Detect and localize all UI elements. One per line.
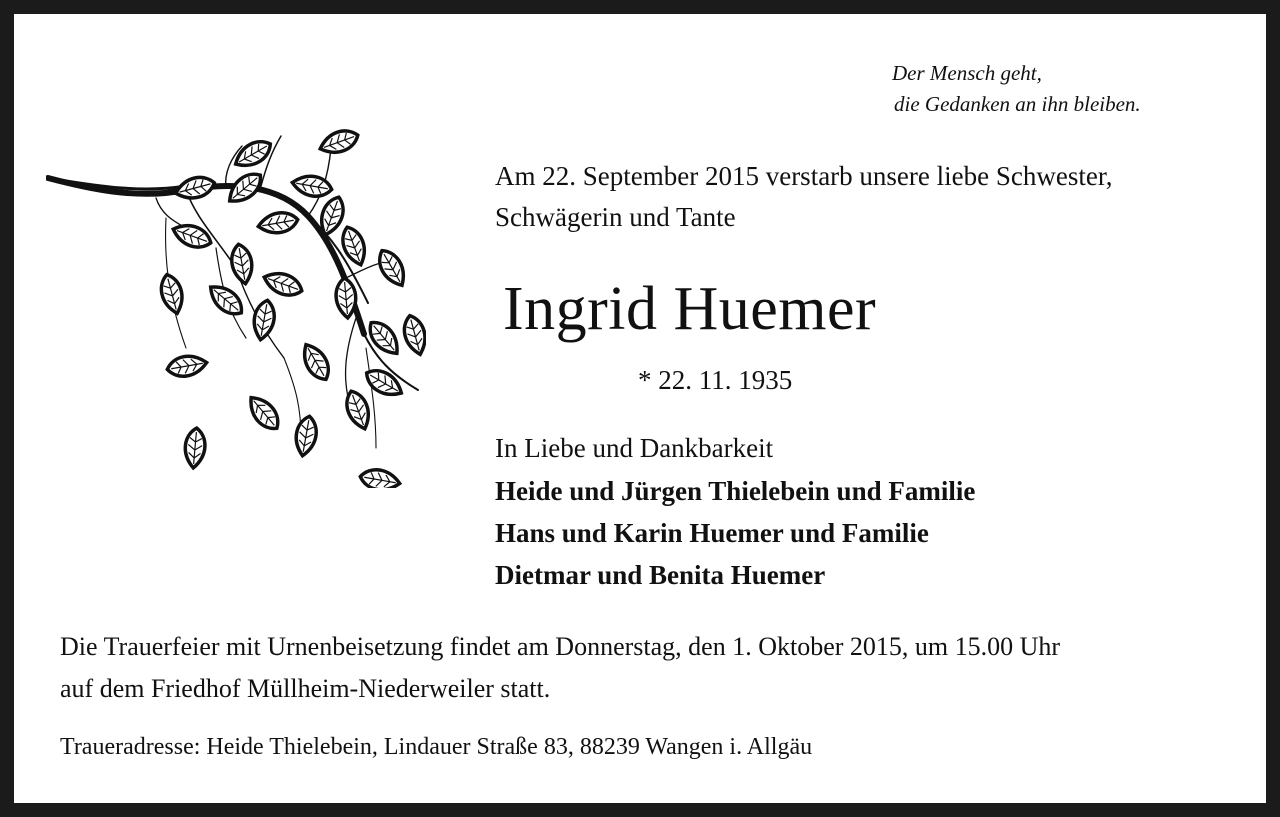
mourning-address: Traueradresse: Heide Thielebein, Lindauer Straße 83, 88239 Wangen i. Allgäu — [60, 734, 813, 760]
motto-line-2: die Gedanken an ihn bleiben. — [894, 92, 1141, 116]
death-announcement — [495, 156, 1113, 238]
birth-date: * 22. 11. 1935 — [638, 365, 793, 395]
funeral-ceremony-info — [60, 626, 1060, 710]
deceased-name: Ingrid Huemer — [503, 275, 877, 343]
mourner-line: Hans und Karin Huemer und Familie — [495, 518, 929, 548]
mourner-line: Dietmar und Benita Huemer — [495, 560, 826, 590]
branch-illustration — [46, 108, 426, 488]
branch-leaves — [157, 126, 426, 488]
ceremony-line-2: auf dem Friedhof Müllheim-Niederweiler statt. — [60, 674, 551, 703]
thanks-line: In Liebe und Dankbarkeit — [495, 433, 774, 463]
motto-line-1: Der Mensch geht, — [892, 61, 1042, 85]
mourner-line: Heide und Jürgen Thielebein und Familie — [495, 476, 976, 506]
ceremony-line-1: Die Trauerfeier mit Urnenbeisetzung findet am Donnerstag, den 1. Oktober 2015, um 15.00 Uhr — [60, 632, 1061, 661]
announcement-line-2: Schwägerin und Tante — [495, 202, 736, 232]
announcement-line-1: Am 22. September 2015 verstarb unsere liebe Schwester, — [495, 161, 1113, 191]
mourners-list — [495, 470, 975, 596]
obituary-card — [14, 14, 1266, 803]
motto-quote — [892, 58, 1141, 120]
